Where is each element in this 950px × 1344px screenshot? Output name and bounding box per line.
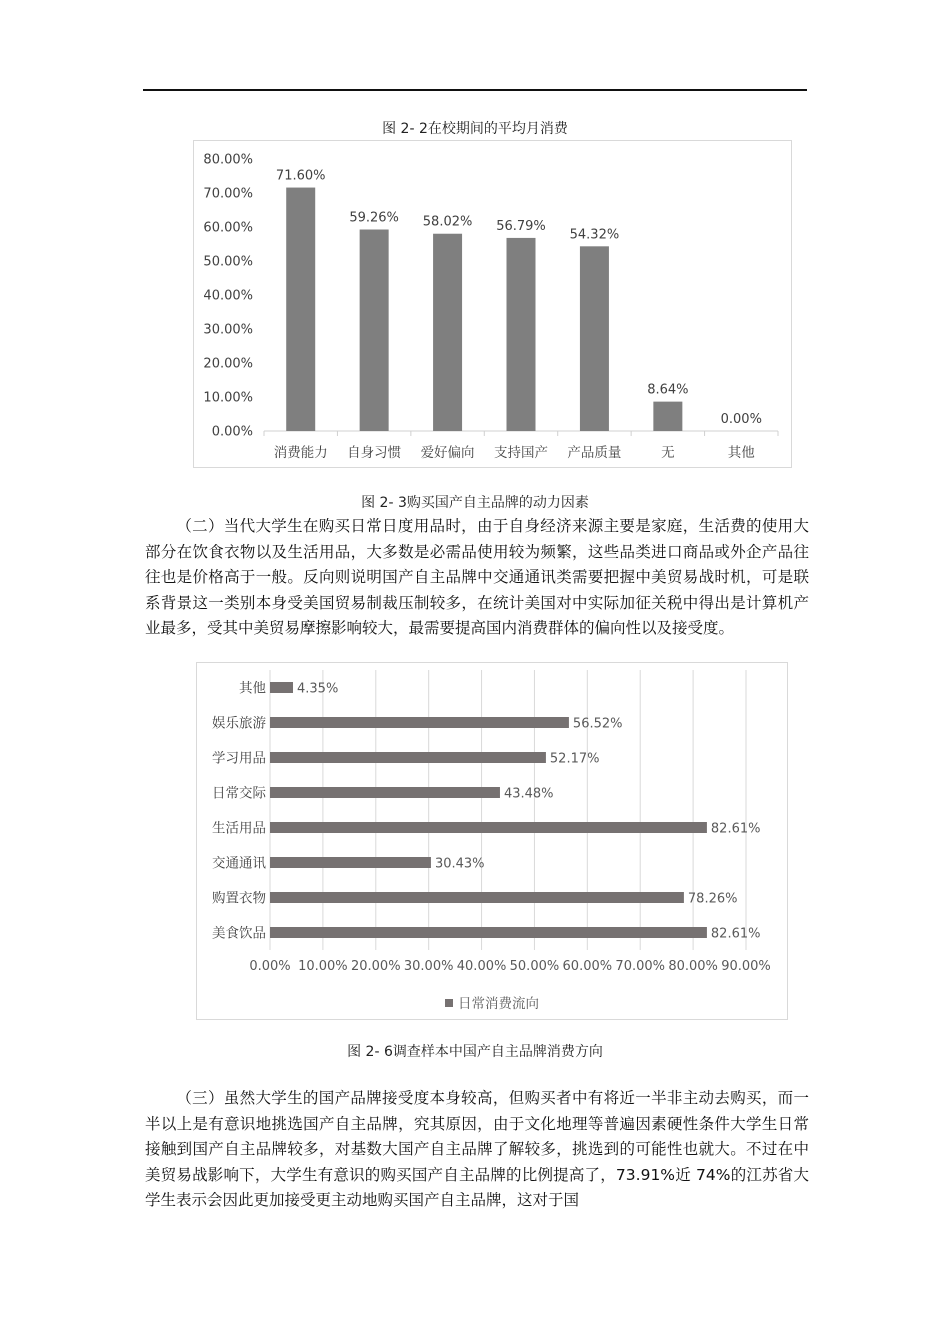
x-tick-label: 其他	[727, 445, 755, 461]
legend-swatch	[445, 999, 453, 1007]
data-label: 56.79%	[496, 218, 546, 234]
x-tick-label: 60.00%	[562, 959, 613, 974]
paragraph-3	[145, 1086, 809, 1214]
y-tick-label: 80.00%	[203, 152, 253, 168]
data-label: 59.26%	[349, 210, 399, 226]
chart2-svg	[197, 663, 787, 1019]
y-tick-label: 10.00%	[203, 390, 253, 406]
y-tick-label: 日常交际	[212, 785, 266, 802]
chart1-container	[193, 140, 792, 468]
x-tick-label: 40.00%	[456, 959, 507, 974]
bar	[360, 230, 389, 431]
y-tick-label: 生活用品	[212, 820, 266, 837]
chart1-title: 图 2- 2在校期间的平均月消费	[382, 121, 568, 137]
header-rule	[143, 89, 807, 91]
data-label: 52.17%	[549, 751, 600, 767]
data-label: 58.02%	[422, 214, 473, 230]
bar	[433, 234, 462, 431]
y-tick-label: 50.00%	[203, 254, 253, 270]
bar	[580, 246, 609, 431]
x-tick-label: 爱好偏向	[420, 445, 475, 461]
data-label: 82.61%	[710, 821, 761, 837]
bar	[270, 822, 707, 833]
y-tick-label: 60.00%	[203, 220, 253, 236]
bar	[270, 927, 707, 938]
x-tick-label: 自身习惯	[347, 445, 402, 461]
y-tick-label: 购置衣物	[212, 890, 266, 907]
x-tick-label: 30.00%	[403, 959, 454, 974]
y-tick-label: 娱乐旅游	[212, 715, 266, 732]
x-tick-label: 90.00%	[721, 959, 771, 974]
x-tick-label: 0.00%	[249, 959, 291, 974]
x-tick-label: 支持国产	[494, 445, 548, 461]
y-tick-label: 30.00%	[203, 322, 253, 338]
x-tick-label: 50.00%	[509, 959, 560, 974]
y-tick-label: 交通通讯	[212, 855, 266, 872]
x-tick-label: 无	[661, 445, 675, 461]
x-tick-label: 产品质量	[567, 445, 622, 461]
data-label: 78.26%	[687, 891, 738, 907]
data-label: 43.48%	[503, 786, 554, 802]
bar	[270, 682, 293, 693]
x-tick-label: 10.00%	[298, 959, 348, 974]
bar	[270, 787, 500, 798]
x-tick-label: 80.00%	[668, 959, 718, 974]
x-tick-label: 70.00%	[615, 959, 666, 974]
y-tick-label: 美食饮品	[212, 925, 266, 942]
data-label: 54.32%	[569, 227, 620, 243]
bar	[270, 892, 684, 903]
y-tick-label: 20.00%	[203, 356, 253, 372]
data-label: 4.35%	[297, 681, 339, 697]
bar	[270, 717, 569, 728]
paragraph-2-text: （二）当代大学生在购买日常日度用品时，由于自身经济来源主要是家庭，生活费的使用大部分在饮食衣物以及生活用品，大多数是必需品使用较为频繁，这些品类进口商品或外企产品往往也是价格高于一般。反向则说明国产自主品牌中交通通讯类需要把握中美贸易战时机，可是联系背景这一类别本身受美国贸易制裁压制较多，在统计美国对中实际加征关税中得出是计算机产业最多，受其中美贸易摩擦影响较大，最需要提高国内消费群体的偏向性以及接受度。	[145, 517, 809, 638]
bar	[286, 188, 315, 431]
data-label: 30.43%	[434, 856, 485, 872]
bar	[653, 402, 682, 431]
y-tick-label: 0.00%	[211, 424, 253, 440]
data-label: 56.52%	[572, 716, 623, 732]
figure-caption-2-3: 图 2- 3购买国产自主品牌的动力因素	[361, 495, 589, 511]
y-tick-label: 学习用品	[212, 750, 266, 767]
data-label: 8.64%	[647, 382, 689, 398]
data-label: 0.00%	[720, 412, 762, 427]
bar	[270, 857, 431, 868]
data-label: 71.60%	[275, 168, 326, 184]
legend-label: 日常消费流向	[458, 996, 539, 1012]
chart2-container	[196, 662, 788, 1020]
x-tick-label: 消费能力	[273, 445, 328, 461]
y-tick-label: 40.00%	[203, 288, 253, 304]
paragraph-2	[145, 514, 809, 642]
bar	[507, 238, 536, 431]
chart1-svg	[194, 141, 791, 467]
data-label: 82.61%	[710, 926, 761, 942]
figure-caption-2-6: 图 2- 6调查样本中国产自主品牌消费方向	[347, 1044, 603, 1060]
y-tick-label: 其他	[239, 680, 266, 697]
bar	[270, 752, 546, 763]
y-tick-label: 70.00%	[203, 186, 253, 202]
paragraph-3-text: （三）虽然大学生的国产品牌接受度本身较高，但购买者中有将近一半非主动去购买，而一半以上是有意识地挑选国产自主品牌，究其原因，由于文化地理等普遍因素硬性条件大学生日常接触到国产自主品牌较多，对基数大国产自主品牌了解较多，挑选到的可能性也就大。不过在中美贸易战影响下，大学生有意识的购买国产自主品牌的比例提高了，73.91%近 74%的江苏省大学生表示会因此更加接受更主动地购买国产自主品牌，这对于国	[145, 1089, 809, 1210]
x-tick-label: 20.00%	[350, 959, 401, 974]
